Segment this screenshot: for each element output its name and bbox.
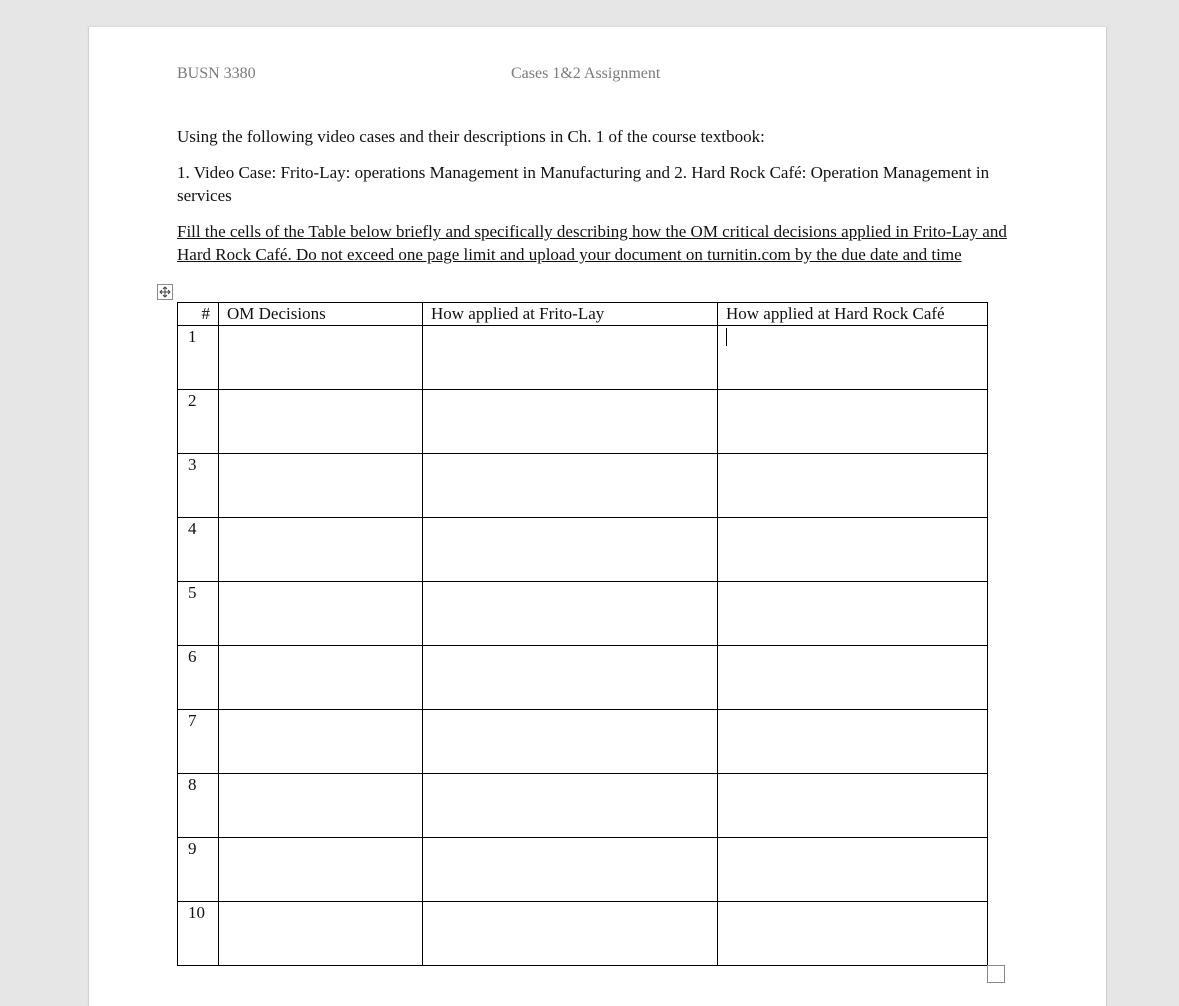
row-number[interactable]: 9 bbox=[178, 838, 219, 902]
hard-rock-cell[interactable] bbox=[718, 902, 988, 966]
row-number[interactable]: 10 bbox=[178, 902, 219, 966]
video-cases-paragraph[interactable]: 1. Video Case: Frito-Lay: operations Management in Manufacturing and 2. Hard Rock Café: Operation Management in services bbox=[177, 163, 990, 205]
frito-lay-cell[interactable] bbox=[423, 454, 718, 518]
row-number[interactable]: 8 bbox=[178, 774, 219, 838]
frito-lay-cell[interactable] bbox=[423, 390, 718, 454]
frito-lay-cell[interactable] bbox=[423, 518, 718, 582]
row-number[interactable]: 5 bbox=[178, 582, 219, 646]
hard-rock-cell[interactable] bbox=[718, 838, 988, 902]
hard-rock-cell[interactable] bbox=[718, 326, 988, 390]
om-decisions-table[interactable] bbox=[177, 302, 988, 966]
table-row bbox=[178, 390, 988, 454]
om-decision-cell[interactable] bbox=[219, 774, 423, 838]
table-row bbox=[178, 646, 988, 710]
task-paragraph[interactable]: Fill the cells of the Table below briefly and specifically describing how the OM critical decisions applied in Frito-Lay and Hard Rock Café. Do not exceed one page limit and upload your document on turnitin.com by the due date and time bbox=[177, 222, 1007, 264]
frito-lay-cell[interactable] bbox=[423, 774, 718, 838]
window-top-band bbox=[0, 0, 1179, 27]
table-row bbox=[178, 710, 988, 774]
table-row bbox=[178, 326, 988, 390]
om-decision-cell[interactable] bbox=[219, 902, 423, 966]
hard-rock-cell[interactable] bbox=[718, 582, 988, 646]
table-row bbox=[178, 774, 988, 838]
om-decision-cell[interactable] bbox=[219, 838, 423, 902]
om-decision-cell[interactable] bbox=[219, 326, 423, 390]
table-row bbox=[178, 454, 988, 518]
move-arrows-icon bbox=[159, 286, 171, 298]
om-decision-cell[interactable] bbox=[219, 518, 423, 582]
hard-rock-cell[interactable] bbox=[718, 518, 988, 582]
table-row bbox=[178, 838, 988, 902]
row-number[interactable]: 3 bbox=[178, 454, 219, 518]
hard-rock-cell[interactable] bbox=[718, 774, 988, 838]
row-number[interactable]: 4 bbox=[178, 518, 219, 582]
document-page[interactable] bbox=[88, 27, 1107, 1006]
header-om-decisions[interactable]: OM Decisions bbox=[219, 303, 423, 326]
frito-lay-cell[interactable] bbox=[423, 326, 718, 390]
frito-lay-cell[interactable] bbox=[423, 902, 718, 966]
om-decision-cell[interactable] bbox=[219, 390, 423, 454]
text-cursor bbox=[726, 328, 727, 346]
row-number[interactable]: 1 bbox=[178, 326, 219, 390]
hard-rock-cell[interactable] bbox=[718, 454, 988, 518]
instructions-paragraph[interactable]: Using the following video cases and their descriptions in Ch. 1 of the course textbook: bbox=[177, 127, 765, 146]
table-header-row bbox=[178, 303, 988, 326]
om-decision-cell[interactable] bbox=[219, 710, 423, 774]
row-number[interactable]: 7 bbox=[178, 710, 219, 774]
header-hard-rock[interactable]: How applied at Hard Rock Café bbox=[718, 303, 988, 326]
frito-lay-cell[interactable] bbox=[423, 838, 718, 902]
hard-rock-cell[interactable] bbox=[718, 646, 988, 710]
row-number[interactable]: 2 bbox=[178, 390, 219, 454]
om-decision-cell[interactable] bbox=[219, 646, 423, 710]
table-row bbox=[178, 518, 988, 582]
hard-rock-cell[interactable] bbox=[718, 390, 988, 454]
om-decision-cell[interactable] bbox=[219, 582, 423, 646]
frito-lay-cell[interactable] bbox=[423, 646, 718, 710]
om-decision-cell[interactable] bbox=[219, 454, 423, 518]
frito-lay-cell[interactable] bbox=[423, 710, 718, 774]
header-frito-lay[interactable]: How applied at Frito-Lay bbox=[423, 303, 718, 326]
header-course-code: BUSN 3380 bbox=[177, 65, 256, 82]
header-number[interactable]: # bbox=[178, 303, 219, 326]
header-assignment-title: Cases 1&2 Assignment bbox=[511, 65, 661, 82]
hard-rock-cell[interactable] bbox=[718, 710, 988, 774]
table-row bbox=[178, 902, 988, 966]
row-number[interactable]: 6 bbox=[178, 646, 219, 710]
frito-lay-cell[interactable] bbox=[423, 582, 718, 646]
table-move-handle[interactable] bbox=[157, 284, 173, 300]
table-resize-handle[interactable] bbox=[987, 965, 1005, 983]
table-row bbox=[178, 582, 988, 646]
